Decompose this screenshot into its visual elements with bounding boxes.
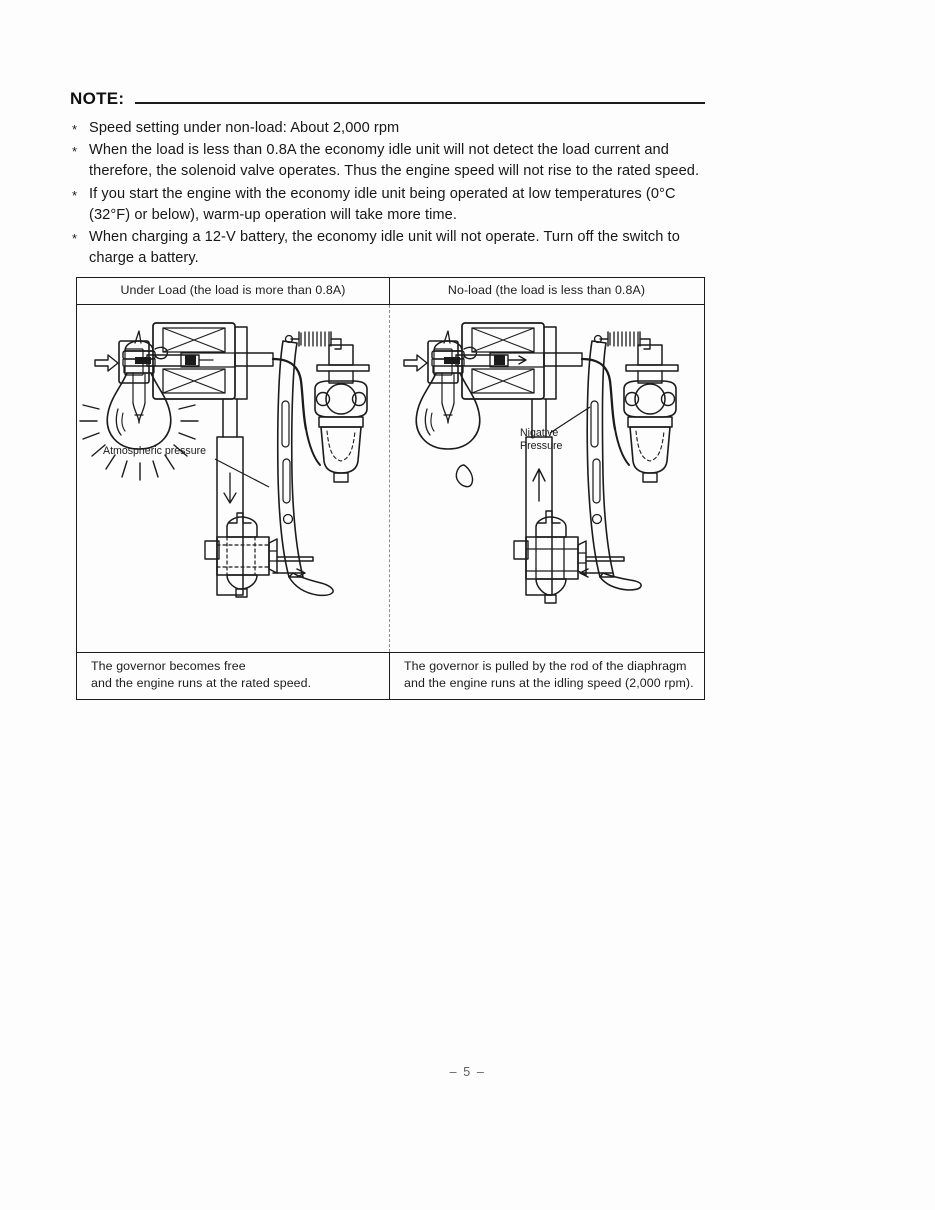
diagram-label-atmospheric-pressure: Atmospheric pressure <box>103 445 207 457</box>
caption-no-load <box>390 653 703 692</box>
note-heading-label: NOTE: <box>70 89 125 108</box>
comparison-table <box>76 277 705 700</box>
table-header-row <box>77 278 704 305</box>
table-diagram-row <box>77 305 704 652</box>
note-heading-rule <box>135 102 705 104</box>
caption-under-load <box>77 653 389 692</box>
bullet-asterisk: * <box>72 231 78 247</box>
note-item <box>70 227 710 269</box>
note-item-text: Speed setting under non-load: About 2,000 rpm <box>89 120 400 136</box>
diagram-under-load <box>77 305 389 652</box>
inlet-arrow-icon <box>404 355 427 371</box>
diagram-no-load <box>390 305 703 652</box>
caption-cell-under-load <box>77 653 389 699</box>
page-number: – 5 – <box>449 1065 486 1079</box>
column-title: No-load (the load is less than 0.8A) <box>447 283 646 297</box>
bullet-asterisk: * <box>72 122 78 137</box>
light-rays <box>80 405 198 480</box>
diagram-cell-under-load <box>77 305 389 652</box>
caption-line: The governor becomes free <box>91 659 246 673</box>
label-leader-line-negative <box>544 405 604 439</box>
diagram-label-negative-line1: Nigative <box>520 427 559 439</box>
table-caption-row <box>77 652 704 699</box>
column-title: Under Load (the load is more than 0.8A) <box>120 283 346 297</box>
note-heading <box>70 88 705 110</box>
diagram-cell-no-load <box>389 305 703 652</box>
caption-line: and the engine runs at the idling speed (2,000 rpm). <box>404 676 694 690</box>
note-item-text: When charging a 12-V battery, the economy idle unit will not operate. Turn off the switch to charge a battery. <box>89 229 680 267</box>
bullet-asterisk: * <box>72 144 78 160</box>
table-header-cell-under-load <box>77 278 389 304</box>
caption-cell-no-load <box>389 653 703 699</box>
note-item-text: When the load is less than 0.8A the economy idle unit will not detect the load current and therefore, the solenoid valve operates. Thus the engine speed will not rise to the rated speed. <box>89 142 700 180</box>
inlet-arrow-icon <box>95 355 118 371</box>
note-list <box>70 118 710 270</box>
table-header-cell-no-load <box>389 278 703 304</box>
note-item <box>70 140 710 182</box>
note-item-text: If you start the engine with the economy idle unit being operated at low temperatures (0°C (32°F) or below), warm-up operation will take more time. <box>89 185 676 223</box>
note-item <box>70 118 710 139</box>
diagram-label-negative-line2: Pressure <box>520 439 563 452</box>
caption-line: and the engine runs at the rated speed. <box>91 676 312 690</box>
bullet-asterisk: * <box>72 187 78 203</box>
diagram-svg-no-load <box>390 305 704 652</box>
note-item <box>70 184 710 226</box>
label-leader-line-atmospheric <box>213 457 283 493</box>
caption-line: The governor is pulled by the rod of the diaphragm <box>404 659 687 673</box>
